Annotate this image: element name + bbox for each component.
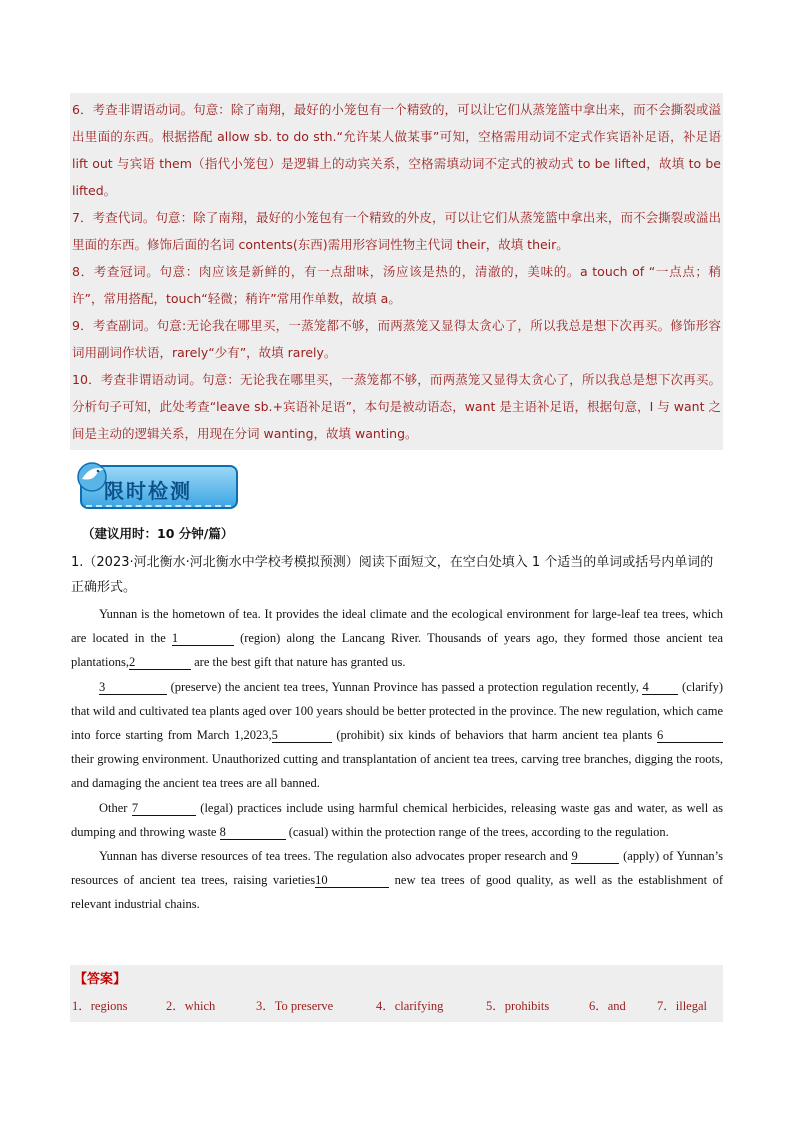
- blank-2: 2: [129, 655, 191, 670]
- passage-text: new tea trees of good quality, as well as the establishment of relevant industrial chains.: [71, 873, 723, 912]
- passage-text: (apply) of Yunnan’s resources of ancient tea trees, raising varieties: [71, 849, 723, 888]
- answers-heading: 【答案】: [74, 972, 127, 987]
- blank-7: 7: [132, 801, 196, 816]
- answer-item: 5．prohibits: [486, 999, 550, 1013]
- passage-text: (preserve) the ancient tea trees, Yunnan Province has passed a protection regulation recently,: [167, 679, 643, 694]
- answer-block: [70, 965, 723, 1022]
- passage-text: (casual) within the protection range of the trees, according to the regulation.: [285, 824, 669, 839]
- answer-item: 2．which: [166, 999, 216, 1013]
- passage-text: (clarify) that wild and cultivated tea plants aged over 100 years should be better protected in the province. The new regulation, which came into force starting from March 1,2023,: [71, 679, 723, 743]
- blank-9: 9: [571, 849, 619, 864]
- explanation-6: 6．考查非谓语动词。句意：除了南翔，最好的小笼包有一个精致的，可以让它们从蒸笼篮中拿出来，而不会撕裂或溢出里面的东西。根据搭配 allow sb. to do sth.“允许某人做某事”可知，空格需用动词不定式作宾语补足语，补足语 lift out 与宾语 them（指代小笼包）是逻辑上的动宾关系，空格需填动词不定式的被动式 to be lifted，故填 to be lifted。: [72, 102, 721, 198]
- explanation-9: 9．考查副词。句意:无论我在哪里买，一蒸笼都不够，而两蒸笼又显得太贪心了，所以我总是想下次再买。修饰形容词用副词作状语，rarely“少有”，故填 rarely。: [72, 318, 721, 360]
- explanation-10: 10．考查非谓语动词。句意：无论我在哪里买，一蒸笼都不够，而两蒸笼又显得太贪心了，所以我总是想下次再买。分析句子可知，此处考查“leave sb.+宾语补足语”，本句是被动语态，want 是主语补足语，根据句意，I 与 want 之间是主动的逻辑关系，用现在分词 wanting，故填 wanting。: [72, 372, 721, 441]
- answer-item: 1．regions: [72, 999, 128, 1013]
- passage-paragraph-4: [71, 844, 723, 917]
- answer-item: 4．clarifying: [376, 999, 444, 1013]
- passage-paragraph-2: [71, 675, 723, 796]
- blank-5: 5: [272, 728, 332, 743]
- passage-text: Yunnan has diverse resources of tea trees. The regulation also advocates proper research and: [99, 849, 572, 864]
- reading-passage: [71, 602, 723, 917]
- passage-text: (region) along the Lancang River. Thousands of years ago, they formed those ancient tea plantations,: [71, 631, 723, 670]
- blank-4: 4: [642, 680, 678, 695]
- question-instruction: 1.（2023·河北衡水·河北衡水中学校考模拟预测）阅读下面短文，在空白处填入 1 个适当的单词或括号内单词的正确形式。: [71, 555, 714, 595]
- blank-6: 6: [657, 728, 723, 743]
- answer-item: 6．and: [589, 999, 626, 1013]
- passage-paragraph-1: [71, 602, 723, 675]
- section-banner: [76, 459, 246, 517]
- passage-text: Other: [99, 800, 132, 815]
- blank-10: 10: [315, 873, 389, 888]
- suggested-time: （建议用时：10 分钟/篇）: [82, 526, 234, 541]
- passage-text: (prohibit) six kinds of behaviors that harm ancient tea plants: [331, 728, 657, 743]
- banner-title: 限时检测: [104, 479, 192, 503]
- blank-8: 8: [220, 825, 286, 840]
- blank-1: 1: [172, 631, 234, 646]
- passage-text: their growing environment. Unauthorized cutting and transplantation of ancient tea trees, carving tree branches, digging the roots, and damaging the ancient tea trees are all banned.: [71, 752, 723, 791]
- passage-paragraph-3: [71, 796, 723, 844]
- passage-text: Yunnan is the hometown of tea. It provides the ideal climate and the ecological environment for large-leaf tea trees, which are located in the: [71, 607, 723, 646]
- answer-item: 7．illegal: [657, 999, 707, 1013]
- passage-text: are the best gift that nature has granted us.: [190, 655, 406, 670]
- blank-3: 3: [99, 680, 167, 695]
- explanation-7: 7．考查代词。句意：除了南翔，最好的小笼包有一个精致的外皮，可以让它们从蒸笼篮中拿出来，而不会撕裂或溢出里面的东西。修饰后面的名词 contents(东西)需用形容词性物主代词 their，故填 their。: [72, 210, 721, 252]
- passage-text: (legal) practices include using harmful chemical herbicides, releasing waste gas and water, as well as dumping and throwing waste: [71, 800, 723, 839]
- explanation-block: [70, 93, 723, 450]
- explanation-8: 8．考查冠词。句意：肉应该是新鲜的，有一点甜味，汤应该是热的，清澈的，美味的。a touch of “一点点；稍许”，常用搭配，touch“轻微；稍许”常用作单数，故填 a。: [72, 264, 721, 306]
- answer-item: 3．To preserve: [256, 999, 334, 1013]
